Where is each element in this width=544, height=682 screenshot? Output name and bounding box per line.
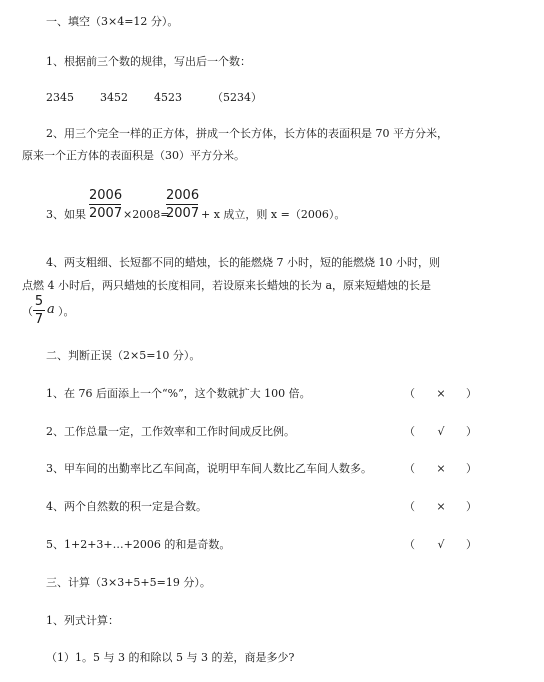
q4-line1: 4、两支粗细、长短都不同的蜡烛，长的能燃烧 7 小时，短的能燃烧 10 小时，则 [46,256,440,269]
q4-fraction [33,294,45,327]
q3-fraction-1 [89,188,121,221]
fraction-bar [33,310,45,311]
judgement-open-paren: （ [404,387,415,400]
q1-number-2: 3452 [100,91,128,104]
judgement-mark: × [436,387,446,400]
q3-fraction-1-numerator: 2006 [89,188,123,203]
q4-variable: a [47,302,55,317]
section3-q1: 1、列式计算： [46,614,119,627]
q4-fraction-denominator: 7 [34,312,44,327]
judgement-open-paren: （ [404,500,415,513]
q4-line2: 点燃 4 小时后，两只蜡烛的长度相同，若设原来长蜡烛的长为 a，原来短蜡烛的长是 [22,279,432,292]
judgement-close-paren: ） [466,500,477,513]
q3-prefix: 3、如果 [46,208,86,221]
q1-answer: （5234） [212,91,262,104]
q3-mid: ×2008= [123,208,170,221]
q2-line2: 原来一个正方体的表面积是（30）平方分米。 [22,149,245,162]
judgement-mark: × [436,500,446,513]
section1-title: 一、填空（3×4=12 分）。 [46,15,179,28]
judgement-open-paren: （ [404,425,415,438]
judgement-close-paren: ） [466,425,477,438]
judgement-text: 1、在 76 后面添上一个“%”，这个数就扩大 100 倍。 [46,387,311,400]
section2-title: 二、判断正误（2×5=10 分）。 [46,349,201,362]
q3-fraction-1-denominator: 2007 [89,206,123,221]
judgement-mark: × [436,462,446,475]
q2-line1: 2、用三个完全一样的正方体，拼成一个长方体，长方体的表面积是 70 平方分米， [46,127,448,140]
q1-number-3: 4523 [154,91,182,104]
judgement-close-paren: ） [466,538,477,551]
fraction-bar [89,204,121,205]
q4-fraction-numerator: 5 [34,294,44,309]
judgement-mark: √ [437,538,445,551]
judgement-close-paren: ） [466,462,477,475]
section3-q1-1: （1）1。5 与 3 的和除以 5 与 3 的差，商是多少? [46,651,295,664]
judgement-text: 3、甲车间的出勤率比乙车间高，说明甲车间人数比乙车间人数多。 [46,462,372,475]
judgement-text: 4、两个自然数的积一定是合数。 [46,500,207,513]
judgement-text: 2、工作总量一定，工作效率和工作时间成反比例。 [46,425,295,438]
judgement-close-paren: ） [466,387,477,400]
q1-text: 1、根据前三个数的规律，写出后一个数： [46,55,251,68]
q3-fraction-2-numerator: 2006 [166,188,200,203]
section3-title: 三、计算（3×3+5+5=19 分）。 [46,576,211,589]
fraction-bar [166,204,198,205]
q3-fraction-2 [166,188,198,221]
q4-close-paren: ）。 [58,305,75,318]
judgement-open-paren: （ [404,538,415,551]
judgement-text: 5、1+2+3+…+2006 的和是奇数。 [46,538,231,551]
q4-open-paren: （ [22,305,33,318]
q3-fraction-2-denominator: 2007 [166,206,200,221]
q1-number-1: 2345 [46,91,74,104]
judgement-mark: √ [437,425,445,438]
q3-suffix: + x 成立，则 x =（2006）。 [201,208,346,221]
judgement-open-paren: （ [404,462,415,475]
